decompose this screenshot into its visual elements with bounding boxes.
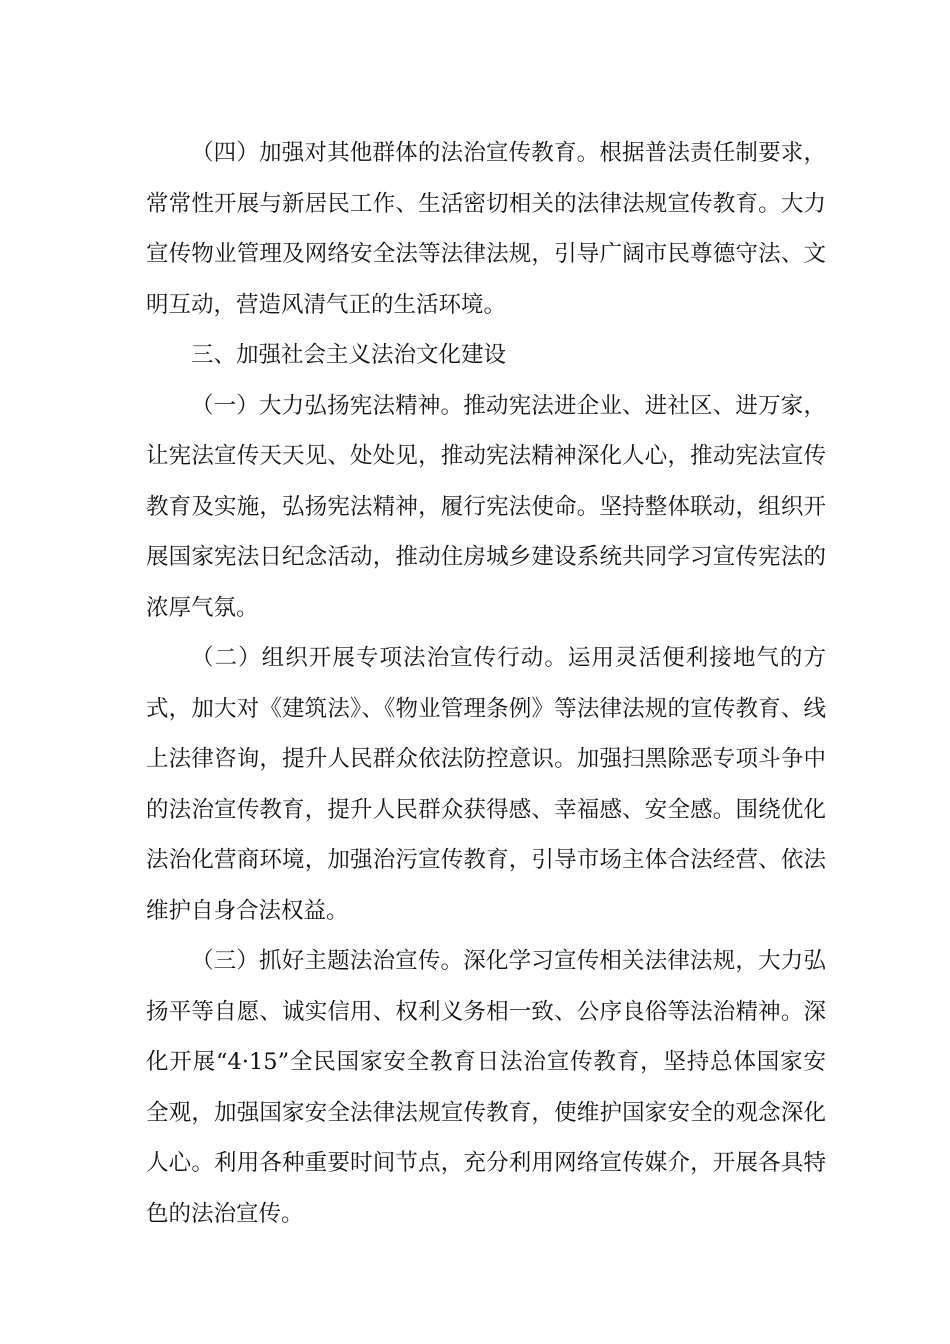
document-page <box>146 128 826 1239</box>
paragraph-theme-publicity: （三）抓好主题法治宣传。深化学习宣传相关法律法规，大力弘扬平等自愿、诚实信用、权利义务相一致、公序良俗等法治精神。深化开展“4·15”全民国家安全教育日法治宣传教育，坚持总体国家安全观，加强国家安全法律法规宣传教育，使维护国家安全的观念深化人心。利用各种重要时间节点，充分利用网络宣传媒介，开展各具特色的法治宣传。 <box>146 948 826 1227</box>
paragraph-special-campaign: （二）组织开展专项法治宣传行动。运用灵活便利接地气的方式，加大对《建筑法》、《物业管理条例》等法律法规的宣传教育、线上法律咨询，提升人民群众依法防控意识。加强扫黑除恶专项斗争中的法治宣传教育，提升人民群众获得感、幸福感、安全感。围绕优化法治化营商环境，加强治污宣传教育，引导市场主体合法经营、依法维护自身合法权益。 <box>146 645 826 924</box>
section-heading-rule-of-law-culture: 三、加强社会主义法治文化建设 <box>191 342 507 368</box>
paragraph-constitution-spirit: （一）大力弘扬宪法精神。推动宪法进企业、进社区、进万家，让宪法宣传天天见、处处见，推动宪法精神深化人心，推动宪法宣传教育及实施，弘扬宪法精神，履行宪法使命。坚持整体联动，组织开展国家宪法日纪念活动，推动住房城乡建设系统共同学习宣传宪法的浓厚气氛。 <box>146 392 826 621</box>
paragraph-other-groups: （四）加强对其他群体的法治宣传教育。根据普法责任制要求，常常性开展与新居民工作、生活密切相关的法律法规宣传教育。大力宣传物业管理及网络安全法等法律法规，引导广阔市民尊德守法、文明互动，营造风清气正的生活环境。 <box>146 140 826 318</box>
